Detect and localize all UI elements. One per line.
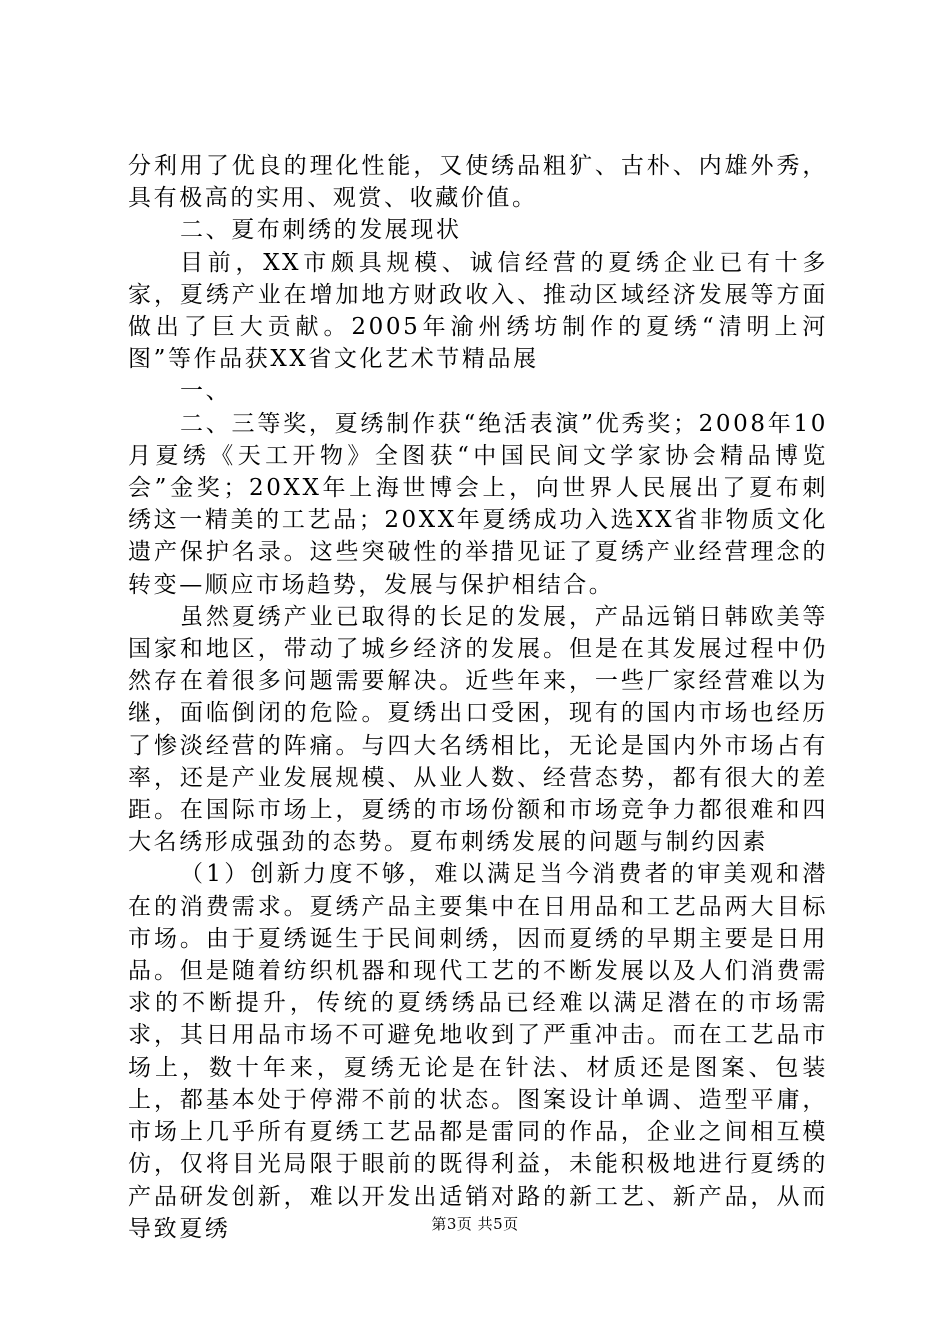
paragraph-2: 目前，XX市颇具规模、诚信经营的夏绣企业已有十多家，夏绣产业在增加地方财政收入、推动区域经济发展等方面做出了巨大贡献。2005年渝州绣坊制作的夏绣“清明上河图”等作品获XX省文化艺术节精品展	[128, 249, 828, 373]
document-body	[128, 150, 828, 1245]
paragraph-1: 分利用了优良的理化性能，又使绣品粗犷、古朴、内雄外秀，具有极高的实用、观赏、收藏价值。	[128, 153, 828, 212]
paragraph-4: 二、三等奖，夏绣制作获“绝活表演”优秀奖；2008年10月夏绣《天工开物》全图获“中国民间文学家协会精品博览会”金奖；20XX年上海世博会上，向世界人民展出了夏布刺绣这一精美的工艺品；20XX年夏绣成功入选XX省非物质文化遗产保护名录。这些突破性的举措见证了夏绣产业经营理念的转变—顺应市场趋势，发展与保护相结合。	[128, 410, 828, 598]
paragraph-6: （1）创新力度不够，难以满足当今消费者的审美观和潜在的消费需求。夏绣产品主要集中在日用品和工艺品两大目标市场。由于夏绣诞生于民间刺绣，因而夏绣的早期主要是日用品。但是随着纺织机器和现代工艺的不断发展以及人们消费需求的不断提升，传统的夏绣绣品已经难以满足潜在的市场需求，其日用品市场不可避免地收到了严重冲击。而在工艺品市场上，数十年来，夏绣无论是在针法、材质还是图案、包装上，都基本处于停滞不前的状态。图案设计单调、造型平庸，市场上几乎所有夏绣工艺品都是雷同的作品，企业之间相互模仿，仅将目光局限于眼前的既得利益，未能积极地进行夏绣的产品研发创新，难以开发出适销对路的新工艺、新产品，从而导致夏绣	[128, 861, 828, 1242]
page-footer: 第3页 共5页	[431, 1215, 519, 1233]
paragraph-5: 虽然夏绣产业已取得的长足的发展，产品远销日韩欧美等国家和地区，带动了城乡经济的发展。但是在其发展过程中仍然存在着很多问题需要解决。近些年来，一些厂家经营难以为继，面临倒闭的危险。夏绣出口受困，现有的国内市场也经历了惨淡经营的阵痛。与四大名绣相比，无论是国内外市场占有率，还是产业发展规模、从业人数、经营态势，都有很大的差距。在国际市场上，夏绣的市场份额和市场竞争力都很难和四大名绣形成强劲的态势。夏布刺绣发展的问题与制约因素	[128, 603, 828, 856]
section-heading: 二、夏布刺绣的发展现状	[180, 217, 462, 244]
paragraph-3: 一、	[180, 378, 232, 405]
